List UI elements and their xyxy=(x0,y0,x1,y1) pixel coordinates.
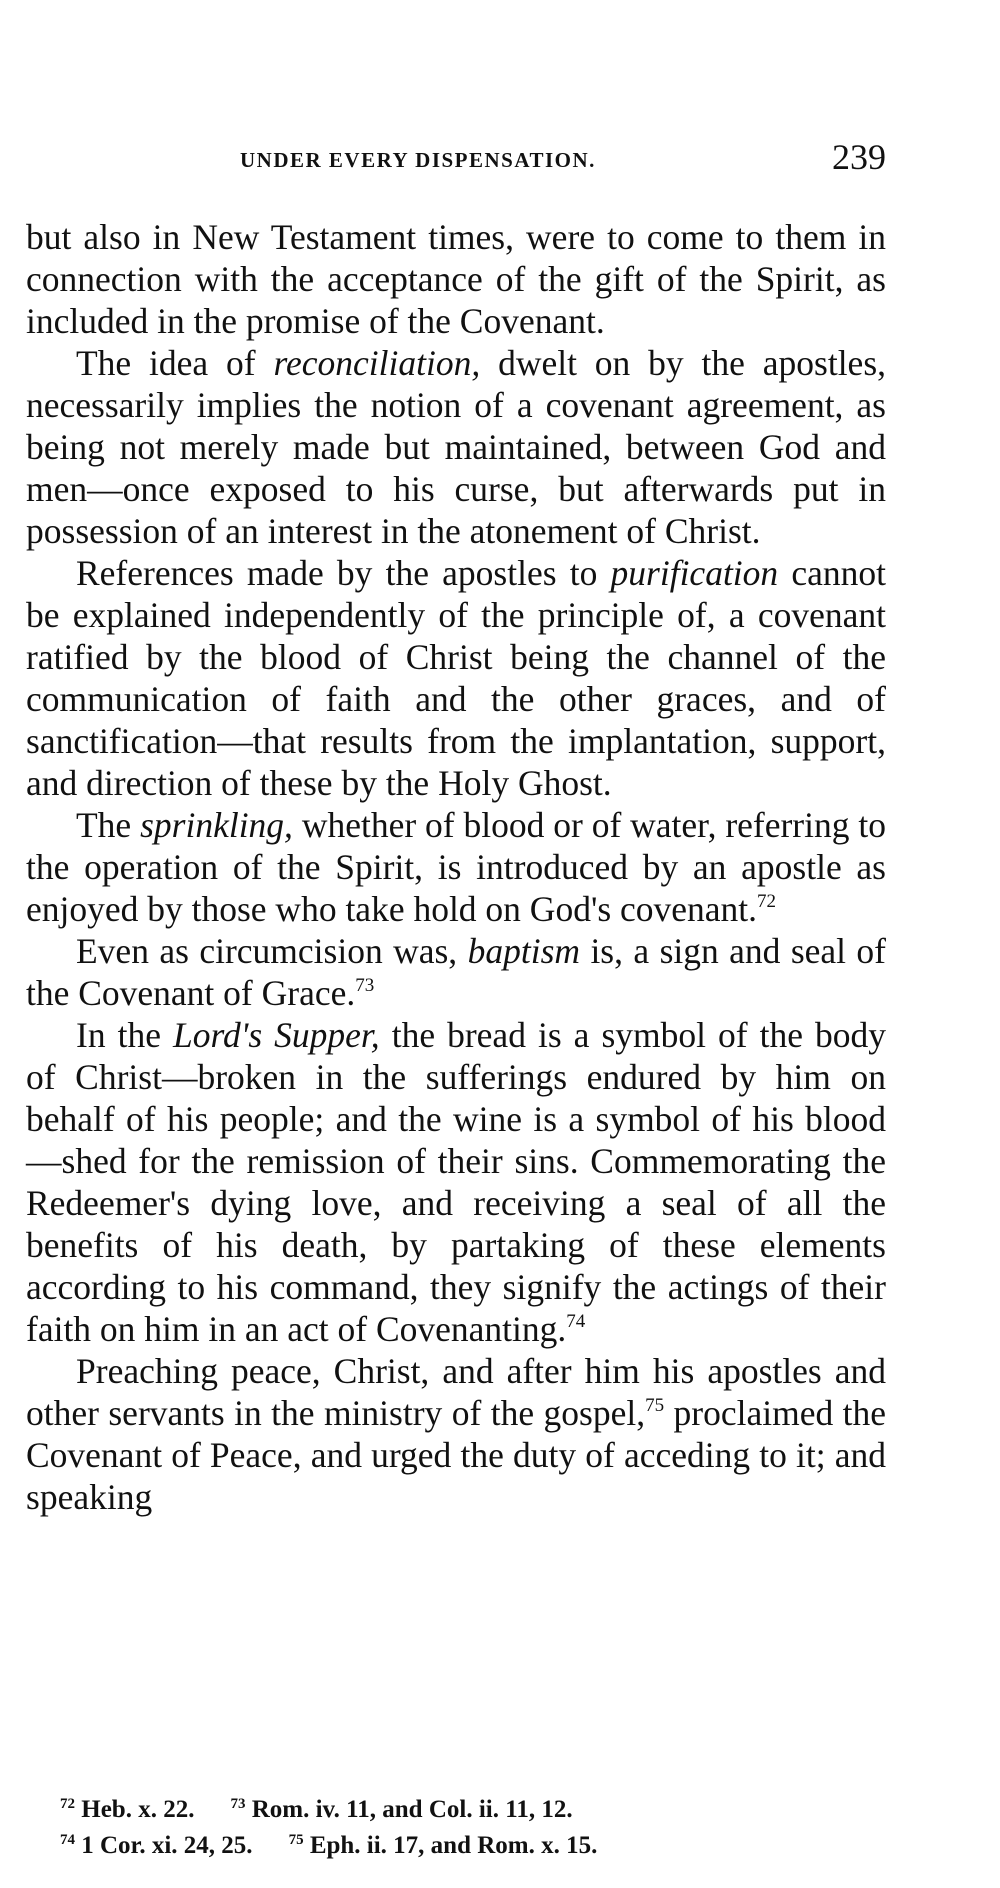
paragraph xyxy=(26,804,886,930)
footnote-text: Rom. iv. 11, and Col. ii. 11, 12. xyxy=(245,1796,573,1823)
page-number: 239 xyxy=(832,137,886,177)
italic-term: Lord's Supper, xyxy=(173,1015,380,1055)
running-head: UNDER EVERY DISPENSATION. xyxy=(240,148,596,172)
page-header xyxy=(26,136,886,186)
footnote-text: Heb. x. 22. xyxy=(75,1796,195,1823)
footnote-text: Eph. ii. 17, and Rom. x. 15. xyxy=(303,1832,598,1859)
book-page xyxy=(26,0,886,1888)
text-run: but also in New Testament times, were to come to them in connection with the acceptance of the gift of the Spirit, as included in the promise of the Covenant. xyxy=(26,217,886,341)
footnote-mark: 72 xyxy=(60,1796,75,1812)
paragraph xyxy=(26,930,886,1014)
text-run: the bread is a symbol of the body of Christ—broken in the sufferings endured by him on behalf of his people; and the wine is a symbol of his blood—shed for the remission of their sins. Commemorating the Redeemer's dying love, and receiving a seal of all the benefits of his death, by partaking of these elements according to his command, they signify the actings of their faith on him in an act of Covenanting. xyxy=(26,1015,886,1349)
text-run: Even as circumcision was, xyxy=(76,931,468,971)
italic-term: purification xyxy=(610,553,779,593)
italic-term: reconciliation, xyxy=(273,343,481,383)
text-run: References made by the apostles to xyxy=(76,553,611,593)
text-run: Preaching peace, Christ, and after him his apostles and other servants in the ministry of the gospel, xyxy=(26,1351,886,1433)
footnote-mark: 75 xyxy=(288,1832,304,1848)
body-text xyxy=(26,216,886,1518)
footnote-mark: 74 xyxy=(60,1832,75,1848)
text-run: The xyxy=(76,805,141,845)
footnote-ref: 75 xyxy=(645,1395,665,1416)
paragraph xyxy=(26,552,886,804)
italic-term: sprinkling, xyxy=(140,805,293,845)
text-run: cannot be explained independently of the principle of, a covenant ratified by the blood of Christ being the channel of the communication of faith and the other graces, and of sanctification—that results from the implantation, support, and direction of these by the Holy Ghost. xyxy=(26,553,886,803)
paragraph xyxy=(26,1014,886,1350)
text-run: proclaimed the Covenant of Peace, and urged the duty of acceding to it; and speaking xyxy=(26,1393,886,1517)
text-run: The idea of xyxy=(76,343,274,383)
footnote-row xyxy=(60,1792,886,1828)
italic-term: baptism xyxy=(467,931,581,971)
footnote-ref: 72 xyxy=(757,891,777,912)
footnote-mark: 73 xyxy=(230,1796,246,1812)
text-run: whether of blood or of water, referring to the operation of the Spirit, is introduced by an apostle as enjoyed by those who take hold on God's covenant. xyxy=(26,805,886,929)
footnote-ref: 74 xyxy=(566,1311,586,1332)
text-run: In the xyxy=(76,1015,173,1055)
paragraph xyxy=(26,216,886,342)
footnote-row xyxy=(60,1828,886,1864)
footnote-ref: 73 xyxy=(355,975,375,996)
footnote-text: 1 Cor. xi. 24, 25. xyxy=(75,1832,253,1859)
text-run: is, a sign and seal of the Covenant of Grace. xyxy=(26,931,886,1013)
footnote xyxy=(60,1792,194,1828)
text-run: dwelt on by the apostles, necessarily implies the notion of a covenant agreement, as being not merely made but maintained, between God and men—once exposed to his curse, but afterwards put in possession of an interest in the atonement of Christ. xyxy=(26,343,887,551)
paragraph xyxy=(26,1350,886,1518)
footnote xyxy=(60,1828,253,1864)
paragraph xyxy=(26,342,886,552)
footnote xyxy=(230,1792,572,1828)
footnote xyxy=(289,1828,598,1864)
footnotes xyxy=(60,1792,886,1864)
